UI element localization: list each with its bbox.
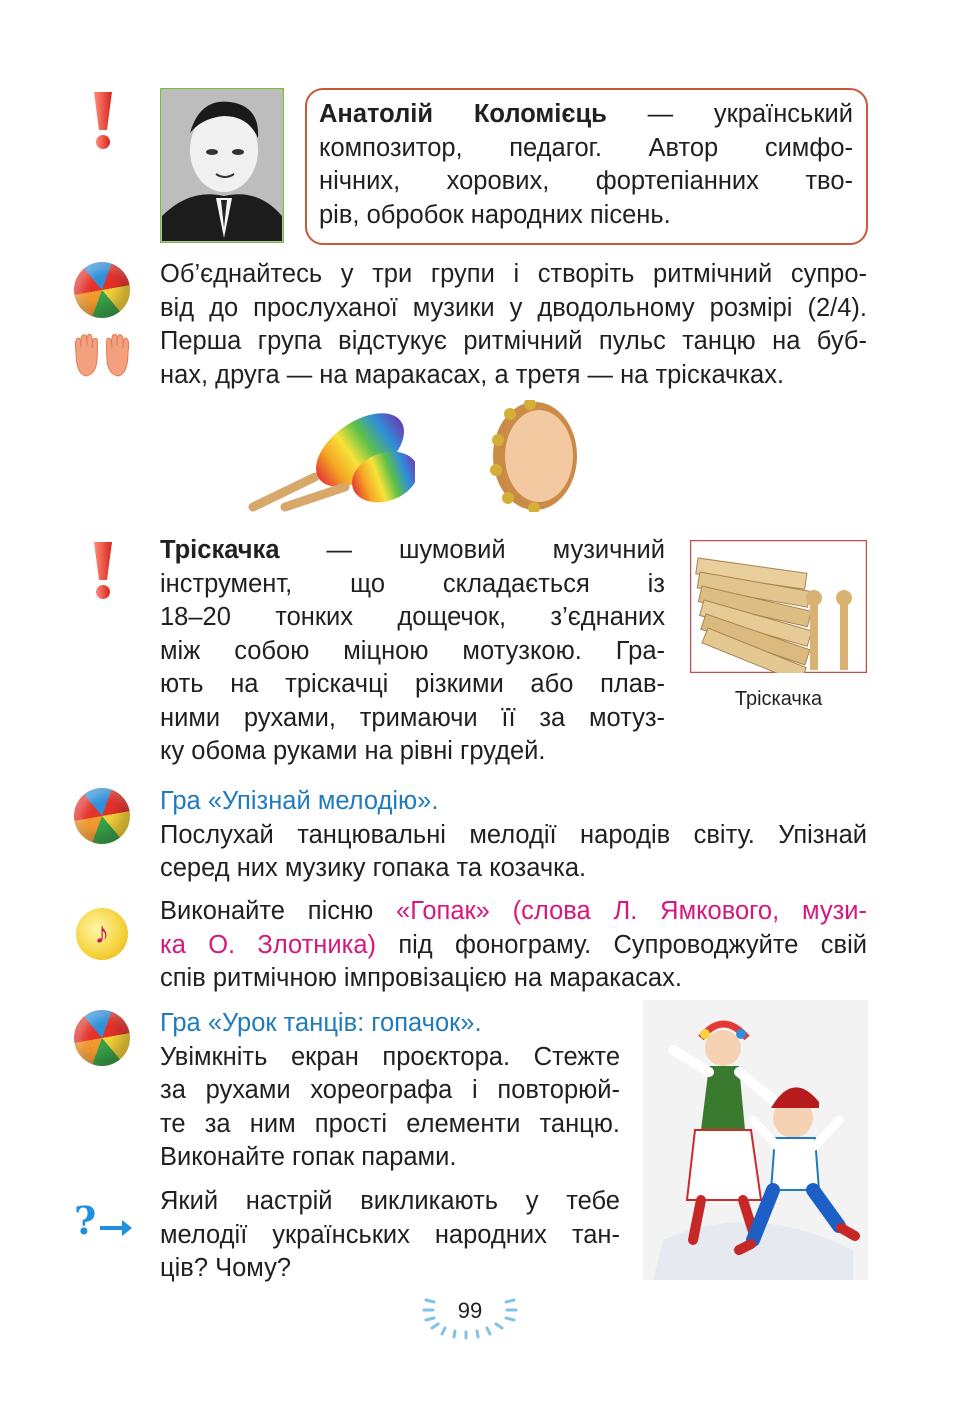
reflection-question: Який настрій викликають у тебе мелодії українських народних тан- ців? Чому?: [160, 1187, 620, 1282]
exclamation-icon: [88, 540, 118, 600]
triskachka-term: Тріскачка: [160, 536, 280, 564]
ball-icon: [74, 262, 130, 318]
triskachka-definition: Тріскачка — шумовий музичний інструмент, що складається із 18–20 тонких дощечок, з’єднаних між собою міцною мотузкою. Гра- ють на тріскачці різкими або плав- ними рухами, тримаючи її за мотуз- ку обома руками на рівні грудей.: [160, 536, 665, 765]
music-note-icon: ♪: [76, 908, 128, 960]
song-authors: ка О. Злотника): [160, 930, 377, 959]
composer-portrait: [160, 88, 284, 243]
game-recognize-melody: Гра «Упізнай мелодію». Послухай танцювальні мелодії народів світу. Упізнай серед них музику гопака та козачка.: [160, 787, 867, 882]
maracas-image: [245, 395, 415, 513]
triskachka-image: [690, 540, 867, 673]
game-title: Гра «Урок танців: гопачок».: [160, 1009, 482, 1037]
clapping-hands-icon: [72, 332, 132, 378]
svg-text:?: ?: [74, 1200, 97, 1240]
hopak-dancers-image: [643, 1000, 868, 1280]
composer-name: Анатолій Коломієць: [319, 100, 607, 128]
game-title: Гра «Упізнай мелодію».: [160, 787, 439, 815]
question-arrow-icon: [72, 1200, 134, 1240]
biography-box: [305, 88, 868, 245]
ball-icon: [74, 1010, 130, 1066]
exclamation-icon: [88, 90, 118, 150]
game-dance-lesson: Гра «Урок танців: гопачок». Увімкніть екран проєктора. Стежте за рухами хореографа і повторюй- те за ним прості елементи танцю. Виконайте гопак парами.: [160, 1009, 620, 1171]
triskachka-caption: Тріскачка: [734, 688, 823, 710]
biography-text: Анатолій Коломієць — український композитор, педагог. Автор симфо- нічних, хорових, фортепіанних тво- рів, обробок народних пісень.: [319, 100, 853, 229]
tambourine-image: [490, 400, 580, 512]
page-number: 99: [457, 1298, 483, 1323]
song-task: Виконайте пісню «Гопак» (слова Л. Ямкового, музи- ка О. Злотника) під фонограму. Супроводжуйте свій спів ритмічною імпровізацією на маракасах.: [160, 897, 868, 992]
song-title: «Гопак» (слова Л. Ямкового, музи-: [396, 897, 868, 925]
ball-icon: [74, 788, 130, 844]
task-group-rhythm: Об’єднайтесь у три групи і створіть ритмічний супро- від до прослуханої музики у дводольному розмірі (2/4). Перша група відстукує ритмічний пульс танцю на буб- нах, друга — на маракасах, а третя — на тріскачках.: [160, 260, 867, 389]
